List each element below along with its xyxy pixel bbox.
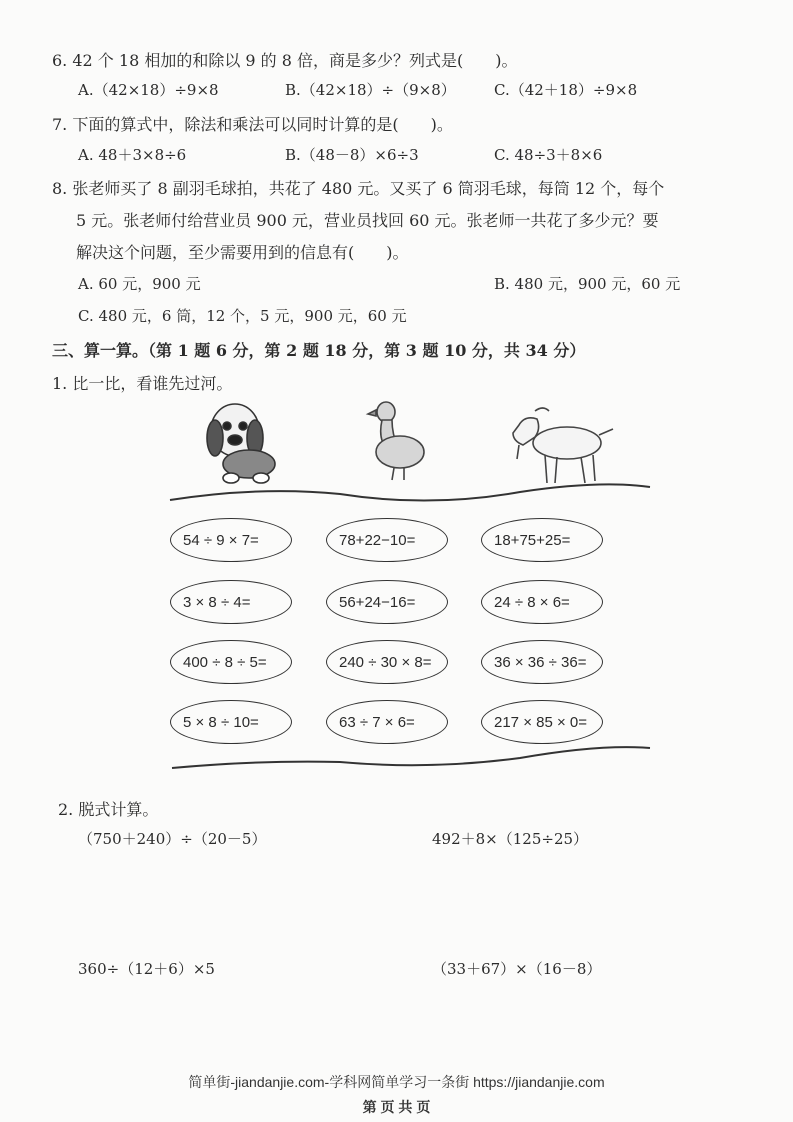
calc-item: 360÷（12＋6）×5 — [78, 960, 215, 978]
expression-oval: 5 × 8 ÷ 10= — [170, 700, 292, 744]
goose-icon — [368, 402, 424, 480]
question-8-stem-line-1: 8. 张老师买了 8 副羽毛球拍，共花了 480 元。又买了 6 筒羽毛球，每筒 12 个，每个 — [52, 179, 665, 198]
expression-oval: 24 ÷ 8 × 6= — [481, 580, 603, 624]
question-8-option-c: C. 480 元，6 筒，12 个，5 元，900 元，60 元 — [78, 307, 407, 325]
expression-oval: 78+22−10= — [326, 518, 448, 562]
question-8-option-a: A. 60 元，900 元 — [78, 275, 201, 293]
expression-oval: 400 ÷ 8 ÷ 5= — [170, 640, 292, 684]
question-6-option-a: A.（42×18）÷9×8 — [78, 81, 219, 99]
question-6-option-b: B.（42×18）÷（9×8） — [285, 81, 456, 99]
section-3-q1-title: 1. 比一比，看谁先过河。 — [52, 374, 233, 393]
expression-oval: 217 × 85 × 0= — [481, 700, 603, 744]
expression-oval: 63 ÷ 7 × 6= — [326, 700, 448, 744]
river-bank-top — [170, 484, 650, 500]
calc-item: 492＋8×（125÷25） — [432, 830, 589, 848]
question-6-option-c: C.（42＋18）÷9×8 — [494, 81, 638, 99]
expression-oval: 3 × 8 ÷ 4= — [170, 580, 292, 624]
question-7-option-b: B.（48－8）×6÷3 — [285, 146, 419, 164]
footer-site: 简单街-jiandanjie.com-学科网简单学习一条街 https://jiandanjie.com — [188, 1074, 605, 1090]
question-8-option-b: B. 480 元，900 元，60 元 — [494, 275, 681, 293]
calc-item: （33＋67）×（16－8） — [432, 960, 602, 978]
calc-item: （750＋240）÷（20－5） — [78, 830, 267, 848]
goat-icon — [513, 408, 613, 483]
dog-icon — [207, 404, 275, 483]
question-8-stem-line-3: 解决这个问题，至少需要用到的信息有( )。 — [76, 243, 409, 262]
footer-page-number: 第 页 共 页 — [362, 1099, 431, 1115]
expression-oval: 18+75+25= — [481, 518, 603, 562]
question-7-option-c: C. 48÷3＋8×6 — [494, 146, 603, 164]
question-6-stem: 6. 42 个 18 相加的和除以 9 的 8 倍，商是多少？列式是( )。 — [52, 51, 518, 70]
expression-oval: 56+24−16= — [326, 580, 448, 624]
question-7-option-a: A. 48＋3×8÷6 — [78, 146, 187, 164]
section-3-title: 三、算一算。（第 1 题 6 分，第 2 题 18 分，第 3 题 10 分，共 34 分） — [52, 341, 586, 360]
expression-oval: 240 ÷ 30 × 8= — [326, 640, 448, 684]
expression-oval: 36 × 36 ÷ 36= — [481, 640, 603, 684]
question-8-stem-line-2: 5 元。张老师付给营业员 900 元，营业员找回 60 元。张老师一共花了多少元？要 — [76, 211, 659, 230]
question-7-stem: 7. 下面的算式中，除法和乘法可以同时计算的是( )。 — [52, 115, 453, 134]
expression-oval: 54 ÷ 9 × 7= — [170, 518, 292, 562]
river-bank-bottom — [172, 747, 650, 768]
section-3-q2-title: 2. 脱式计算。 — [58, 800, 159, 819]
